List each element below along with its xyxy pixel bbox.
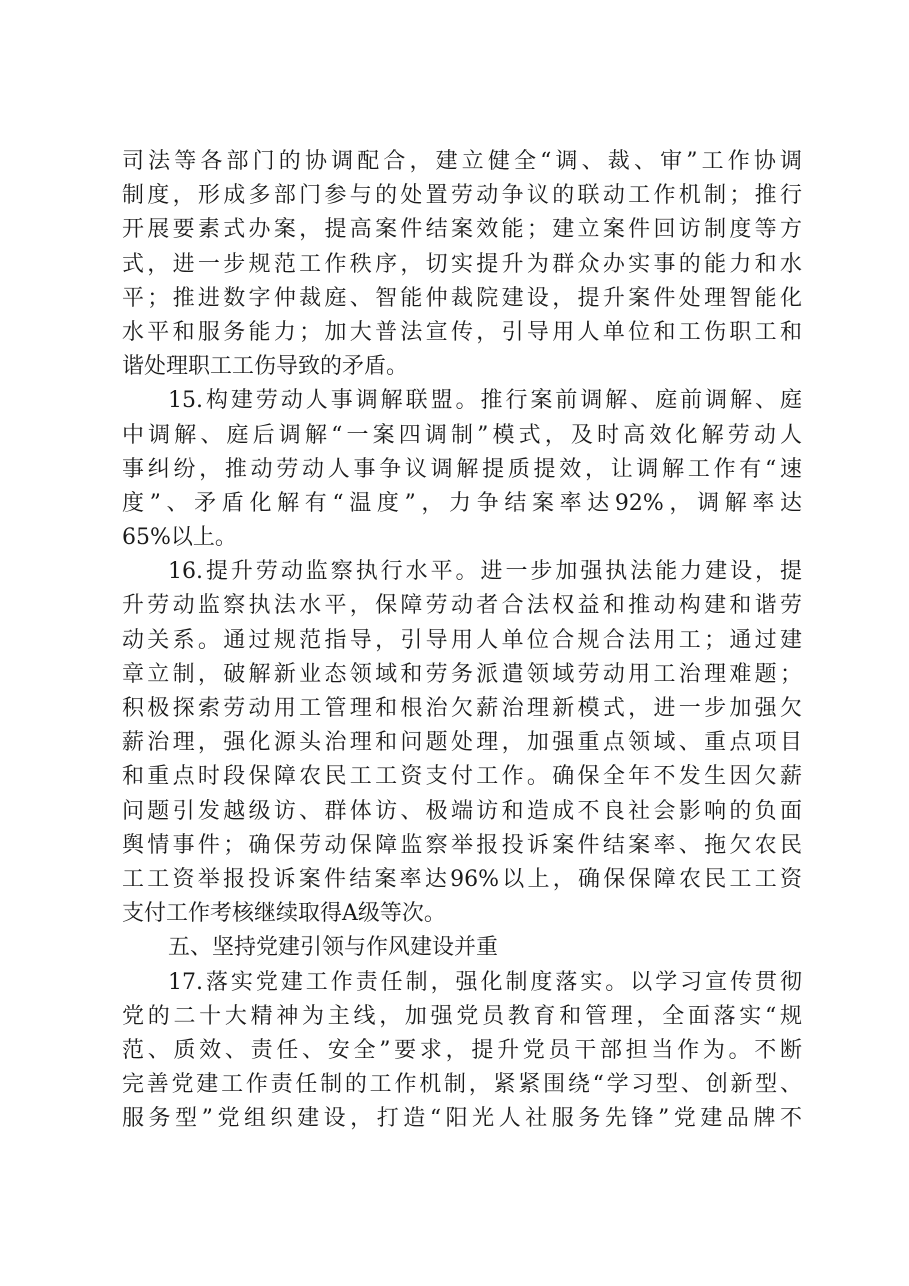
text-line: 党的二十大精神为主线，加强党员教育和管理，全面落实“规: [122, 1003, 802, 1029]
text-line: 平；推进数字仲裁庭、智能仲裁院建设，提升案件处理智能化: [122, 285, 802, 311]
text-line: 积极探索劳动用工管理和根治欠薪治理新模式，进一步加强欠: [122, 696, 802, 721]
text-line: 章立制，破解新业态领域和劳务派遣领域劳动用工治理难题；: [122, 661, 802, 687]
text-line: 度”、矛盾化解有“温度”，力争结案率达92%，调解率达: [122, 490, 802, 516]
text-line: 谐处理职工工伤导致的矛盾。: [122, 354, 409, 380]
text-line: 事纠纷，推动劳动人事争议调解提质提效，让调解工作有“速: [122, 456, 802, 482]
paragraph-15-start: 15.构建劳动人事调解联盟。推行案前调解、庭前调解、庭: [168, 388, 802, 414]
text-line: 工工资举报投诉案件结案率达96%以上，确保保障农民工工资: [122, 866, 802, 892]
document-body: [122, 145, 802, 1136]
text-line: 司法等各部门的协调配合，建立健全“调、裁、审”工作协调: [122, 149, 802, 174]
text-line: 制度，形成多部门参与的处置劳动争议的联动工作机制；推行: [122, 183, 802, 209]
text-line: 支付工作考核继续取得A级等次。: [122, 901, 446, 927]
text-line: 舆情事件；确保劳动保障监察举报投诉案件结案率、拖欠农民: [122, 832, 802, 858]
text-line: 完善党建工作责任制的工作机制，紧紧围绕“学习型、创新型、: [122, 1072, 802, 1098]
text-line: 开展要素式办案，提高案件结案效能；建立案件回访制度等方: [122, 217, 802, 243]
text-line: 中调解、庭后调解“一案四调制”模式，及时高效化解劳动人: [122, 422, 802, 448]
text-line: 动关系。通过规范指导，引导用人单位合规合法用工；通过建: [122, 627, 802, 653]
paragraph-17-start: 17.落实党建工作责任制，强化制度落实。以学习宣传贯彻: [168, 969, 802, 995]
text-line: 问题引发越级访、群体访、极端访和造成不良社会影响的负面: [122, 798, 802, 824]
text-line: 薪治理，强化源头治理和问题处理，加强重点领域、重点项目: [122, 730, 802, 756]
text-line: 范、质效、责任、安全”要求，提升党员干部担当作为。不断: [122, 1037, 802, 1063]
text-line: 水平和服务能力；加大普法宣传，引导用人单位和工伤职工和: [122, 319, 802, 345]
paragraph-16-start: 16.提升劳动监察执行水平。进一步加强执法能力建设，提: [168, 559, 802, 585]
section-heading: 五、坚持党建引领与作风建设并重: [168, 935, 499, 961]
text-line: 65%以上。: [122, 525, 237, 551]
text-line: 和重点时段保障农民工工资支付工作。确保全年不发生因欠薪: [122, 764, 802, 790]
text-line: 式，进一步规范工作秩序，切实提升为群众办实事的能力和水: [122, 251, 802, 277]
text-line: 升劳动监察执法水平，保障劳动者合法权益和推动构建和谐劳: [122, 593, 802, 619]
text-line: 服务型”党组织建设，打造“阳光人社服务先锋”党建品牌不: [122, 1106, 802, 1132]
